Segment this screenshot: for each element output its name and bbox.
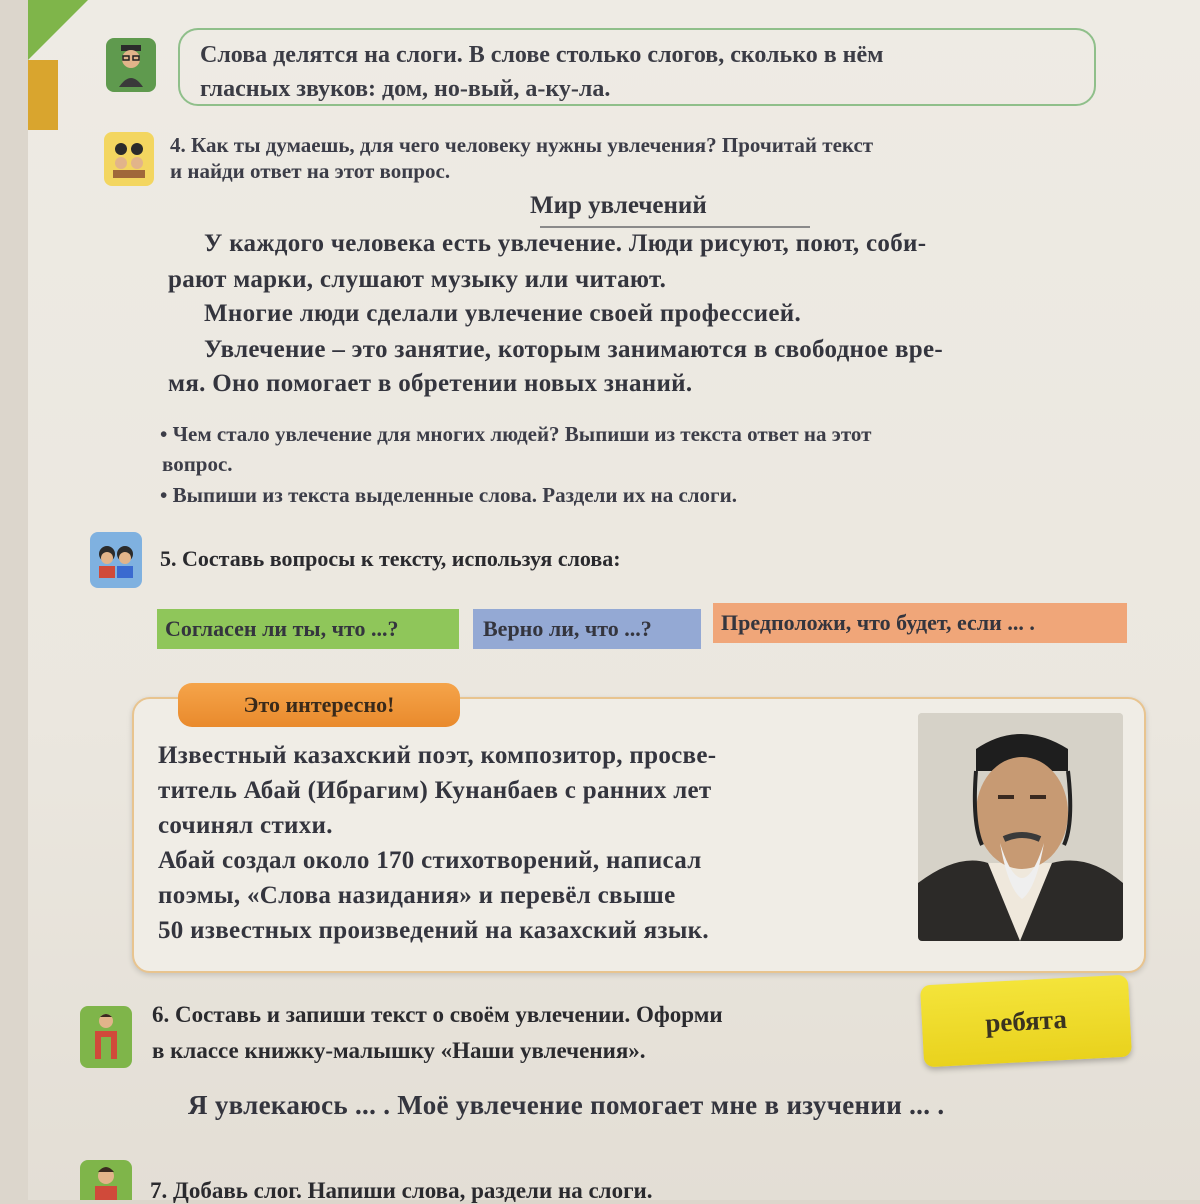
interesting-line-5: поэмы, «Слова назидания» и перевёл свыше <box>158 882 676 909</box>
sample-sentence: Я увлекаюсь ... . Моё увлечение помогает мне в изучении ... . <box>188 1090 945 1120</box>
corner-tab-green <box>28 0 88 60</box>
vocabulary-word: ребята <box>984 1003 1068 1038</box>
interesting-line-1: Известный казахский поэт, композитор, просве- <box>158 742 717 769</box>
writing-icon-2 <box>80 1160 132 1200</box>
chip-true <box>473 609 701 649</box>
paragraph-1-line-1: У каждого человека есть увлечение. Люди рисуют, поют, соби- <box>204 230 927 257</box>
pair-work-icon <box>104 132 154 186</box>
chip-suppose-label: Предположи, что будет, если ... . <box>721 610 1035 635</box>
abai-portrait <box>918 713 1123 941</box>
writing-icon <box>80 1006 132 1068</box>
paragraph-1-line-2: рают марки, слушают музыку или читают. <box>168 266 667 293</box>
task-7-title: 7. Добавь слог. Напиши слова, раздели на слоги. <box>150 1178 653 1203</box>
vocabulary-word-card <box>920 975 1132 1068</box>
rule-line-2: гласных звуков: дом, но-вый, а-ку-ла. <box>200 76 611 102</box>
task-6-line-1: 6. Составь и запиши текст о своём увлечении. Оформи <box>152 1002 723 1027</box>
rule-box <box>178 28 1096 106</box>
interesting-label: Это интересно! <box>178 683 460 727</box>
teacher-icon <box>106 38 156 92</box>
interesting-line-2: титель Абай (Ибрагим) Кунанбаев с ранних лет <box>158 777 712 804</box>
task-5-title: 5. Составь вопросы к тексту, используя слова: <box>160 546 621 571</box>
bullet-1-line-1: • Чем стало увлечение для многих людей? Выпиши из текста ответ на этот <box>160 422 872 446</box>
chip-agree <box>157 609 459 649</box>
bullet-2: • Выпиши из текста выделенные слова. Раздели их на слоги. <box>160 483 737 507</box>
interesting-line-6: 50 известных произведений на казахский язык. <box>158 917 709 944</box>
chip-suppose <box>713 603 1127 643</box>
paragraph-2: Многие люди сделали увлечение своей профессией. <box>204 300 802 327</box>
corner-tab-yellow <box>28 60 58 130</box>
interesting-line-3: сочинял стихи. <box>158 812 333 839</box>
interesting-text <box>158 738 848 948</box>
task-6-line-2: в классе книжку-малышку «Наши увлечения». <box>152 1038 646 1063</box>
task-4-question-line-1: 4. Как ты думаешь, для чего человеку нужны увлечения? Прочитай текст <box>170 133 874 157</box>
group-work-icon <box>90 532 142 588</box>
chip-true-label: Верно ли, что ...? <box>483 616 652 641</box>
rule-line-1: Слова делятся на слоги. В слове столько слогов, сколько в нём <box>200 42 884 68</box>
paragraph-3-line-1: Увлечение – это занятие, которым занимаются в свободное вре- <box>204 336 944 363</box>
chip-agree-label: Согласен ли ты, что ...? <box>165 616 399 641</box>
task-4-question-line-2: и найди ответ на этот вопрос. <box>170 159 451 183</box>
interesting-line-4: Абай создал около 170 стихотворений, написал <box>158 847 702 874</box>
text-title: Мир увлечений <box>530 192 707 219</box>
bullet-1-line-2: вопрос. <box>162 452 233 476</box>
paragraph-3-line-2: мя. Оно помогает в обретении новых знаний. <box>168 370 693 397</box>
